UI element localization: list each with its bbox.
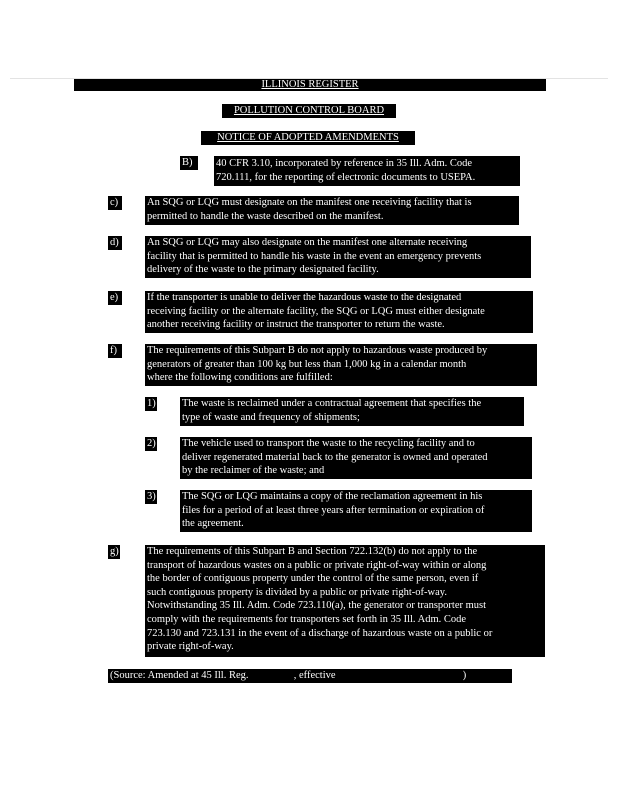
subitem-1-line: type of waste and frequency of shipments;: [182, 411, 360, 423]
item-d-line: delivery of the waste to the primary designated facility.: [147, 264, 379, 276]
register-title: ILLINOIS REGISTER: [261, 79, 359, 90]
item-c-line: An SQG or LQG must designate on the manifest one receiving facility that is: [147, 197, 472, 208]
item-g-line: The requirements of this Subpart B and Section 722.132(b) do not apply to the: [147, 546, 478, 557]
subitem-2-line: The vehicle used to transport the waste to the recycling facility and to: [182, 438, 475, 449]
item-c-text: [145, 196, 519, 225]
item-e-text: [145, 291, 533, 333]
subitem-2-text: [180, 437, 532, 479]
notice-header-bar: [201, 131, 415, 145]
board-header-bar: [222, 104, 396, 118]
subitem-2-line: deliver regenerated material back to the generator is owned and operated: [182, 451, 488, 463]
item-e-line: If the transporter is unable to deliver the hazardous waste to the designated: [147, 292, 462, 303]
item-g-line: private right-of-way.: [147, 641, 234, 653]
item-g-line: comply with the requirements for transporters set forth in 35 Ill. Adm. Code: [147, 613, 467, 625]
item-e-label: e): [108, 291, 122, 305]
item-g-text: [145, 545, 545, 657]
item-e-line: another receiving facility or instruct the transporter to return the waste.: [147, 319, 445, 331]
item-B-label: B): [180, 156, 198, 170]
item-d-line: An SQG or LQG may also designate on the manifest one alternate receiving: [147, 237, 468, 248]
item-c-line: permitted to handle the waste described on the manifest.: [147, 210, 384, 222]
register-header-bar: [74, 79, 546, 91]
subitem-2-label: 2): [147, 438, 156, 449]
item-f-label: f): [108, 344, 122, 358]
source-suffix: ): [462, 670, 467, 681]
item-B-line: 720.111, for the reporting of electronic documents to USEPA.: [216, 171, 476, 183]
notice-title: NOTICE OF ADOPTED AMENDMENTS: [217, 132, 399, 143]
item-g-line: transport of hazardous wastes on a public or private right-of-way within or along: [147, 559, 487, 571]
subitem-1-label: 1): [147, 398, 156, 409]
subitem-2-line: by the reclaimer of the waste; and: [182, 465, 325, 477]
subitem-1-text: [180, 397, 524, 426]
source-middle: , effective: [293, 670, 336, 681]
item-B-text: [214, 156, 520, 186]
subitem-3-label: 3): [147, 491, 156, 502]
subitem-3-line: The SQG or LQG maintains a copy of the reclamation agreement in his: [182, 491, 483, 502]
item-g-line: 723.130 and 723.131 in the event of a discharge of hazardous waste on a public or: [147, 627, 493, 639]
item-f-line: generators of greater than 100 kg but less than 1,000 kg in a calendar month: [147, 358, 467, 370]
subitem-1-line: The waste is reclaimed under a contractual agreement that specifies the: [182, 398, 482, 409]
subitem-3-line: the agreement.: [182, 518, 244, 530]
item-d-text: [145, 236, 531, 278]
item-e-line: receiving facility or the alternate facility, the SQG or LQG must either designate: [147, 305, 485, 317]
subitem-3-text: [180, 490, 532, 532]
item-f-line: where the following conditions are fulfilled:: [147, 372, 333, 384]
board-title: POLLUTION CONTROL BOARD: [233, 105, 385, 116]
item-g-line: the border of contiguous property under the control of the same person, even if: [147, 573, 479, 585]
item-g-label: g): [110, 546, 119, 557]
item-g-line: such contiguous property is divided by a public or private right-of-way.: [147, 586, 447, 598]
item-d-label: d): [108, 236, 122, 250]
item-c-label: c): [108, 196, 122, 210]
source-note: [108, 669, 512, 683]
item-f-text: [145, 344, 537, 386]
item-d-line: facility that is permitted to handle his waste in the event an emergency prevents: [147, 250, 482, 262]
item-f-line: The requirements of this Subpart B do not apply to hazardous waste produced by: [147, 345, 488, 356]
item-g-line: Notwithstanding 35 Ill. Adm. Code 723.110(a), the generator or transporter must: [147, 600, 487, 612]
subitem-3-line: files for a period of at least three years after termination or expiration of: [182, 504, 485, 516]
source-prefix: (Source: Amended at 45 Ill. Reg.: [110, 670, 249, 681]
item-B-line: 40 CFR 3.10, incorporated by reference in 35 Ill. Adm. Code: [216, 158, 473, 169]
